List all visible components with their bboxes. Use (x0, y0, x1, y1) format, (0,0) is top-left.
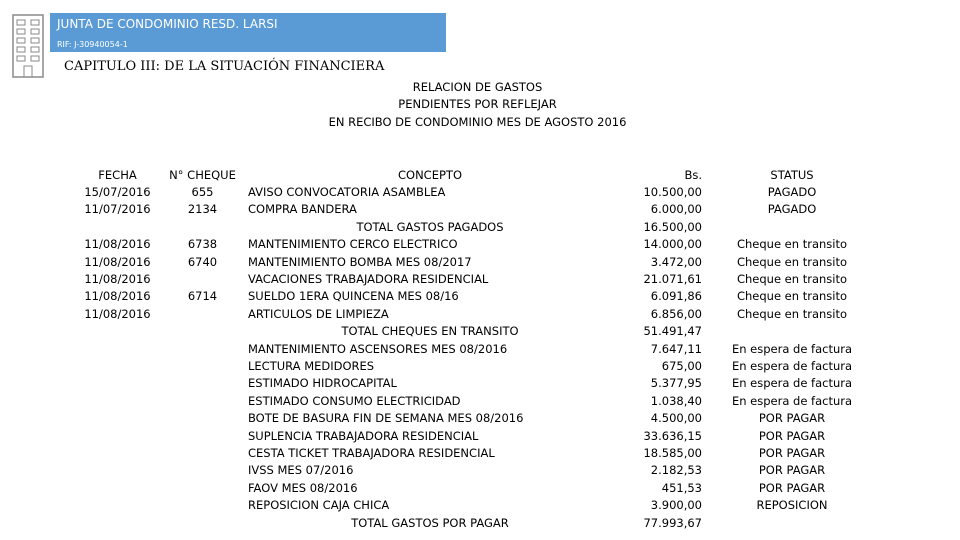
row-monto: 6.091,86 (650, 289, 702, 303)
row-fecha: 11/08/2016 (84, 237, 151, 251)
row-concepto: IVSS MES 07/2016 (248, 463, 354, 477)
row-status: Cheque en transito (736, 307, 848, 321)
row-status: En espera de factura (731, 376, 853, 390)
row-cheque: 6714 (187, 289, 218, 303)
row-status: REPOSICION (756, 498, 828, 512)
row-concepto: ESTIMADO CONSUMO ELECTRICIDAD (248, 394, 461, 408)
row-cheque: 6740 (187, 255, 218, 269)
row-concepto: AVISO CONVOCATORIA ASAMBLEA (248, 185, 446, 199)
row-cheque: 2134 (187, 202, 218, 216)
row-fecha: 11/08/2016 (84, 307, 151, 321)
row-status: POR PAGAR (758, 463, 826, 477)
col-header-concepto: CONCEPTO (398, 168, 462, 182)
subtitle-line-3: EN RECIBO DE CONDOMINIO MES DE AGOSTO 2016 (328, 115, 627, 129)
row-cheque: 655 (191, 185, 214, 199)
row-status: En espera de factura (731, 359, 853, 373)
chapter-title: CAPITULO III: DE LA SITUACIÓN FINANCIERA (64, 59, 385, 74)
row-concepto: SUELDO 1ERA QUINCENA MES 08/16 (248, 289, 459, 303)
row-fecha: 11/08/2016 (84, 255, 151, 269)
row-monto: 3.472,00 (650, 255, 702, 269)
total-label: TOTAL GASTOS PAGADOS (356, 220, 504, 234)
row-fecha: 15/07/2016 (84, 185, 151, 199)
col-header-cheque: N° CHEQUE (169, 168, 236, 182)
row-concepto: MANTENIMIENTO ASCENSORES MES 08/2016 (248, 342, 508, 356)
row-cheque: 6738 (187, 237, 218, 251)
row-concepto: BOTE DE BASURA FIN DE SEMANA MES 08/2016 (248, 411, 524, 425)
row-monto: 6.000,00 (650, 202, 702, 216)
row-status: PAGADO (767, 202, 817, 216)
row-concepto: ARTICULOS DE LIMPIEZA (248, 307, 389, 321)
row-fecha: 11/08/2016 (84, 272, 151, 286)
row-monto: 675,00 (661, 359, 702, 373)
col-header-monto: Bs. (684, 168, 702, 182)
row-fecha: 11/07/2016 (84, 202, 151, 216)
row-concepto: VACACIONES TRABAJADORA RESIDENCIAL (248, 272, 489, 286)
row-concepto: LECTURA MEDIDORES (248, 359, 375, 373)
row-fecha: 11/08/2016 (84, 289, 151, 303)
col-header-fecha: FECHA (98, 168, 137, 182)
row-status: POR PAGAR (758, 446, 826, 460)
subtitle-line-2: PENDIENTES POR REFLEJAR (398, 97, 557, 111)
row-monto: 7.647,11 (650, 342, 702, 356)
row-monto: 1.038,40 (650, 394, 702, 408)
row-monto: 14.000,00 (643, 237, 702, 251)
row-monto: 21.071,61 (643, 272, 702, 286)
col-header-status: STATUS (770, 168, 814, 182)
total-amount: 16.500,00 (643, 220, 702, 234)
row-concepto: REPOSICION CAJA CHICA (248, 498, 390, 512)
row-monto: 451,53 (661, 481, 702, 495)
row-status: Cheque en transito (736, 272, 848, 286)
row-status: POR PAGAR (758, 411, 826, 425)
total-amount: 51.491,47 (643, 324, 702, 338)
row-monto: 10.500,00 (643, 185, 702, 199)
row-status: Cheque en transito (736, 255, 848, 269)
row-monto: 18.585,00 (643, 446, 702, 460)
org-name: JUNTA DE CONDOMINIO RESD. LARSI (57, 17, 278, 31)
rif-number: RIF: J-30940054-1 (57, 40, 128, 49)
row-monto: 6.856,00 (650, 307, 702, 321)
row-monto: 2.182,53 (650, 463, 702, 477)
building-icon (12, 14, 44, 78)
row-monto: 3.900,00 (650, 498, 702, 512)
row-status: En espera de factura (731, 342, 853, 356)
row-status: POR PAGAR (758, 429, 826, 443)
row-status: POR PAGAR (758, 481, 826, 495)
row-monto: 5.377,95 (650, 376, 702, 390)
row-status: Cheque en transito (736, 289, 848, 303)
row-concepto: FAOV MES 08/2016 (248, 481, 358, 495)
subtitle-line-1: RELACION DE GASTOS (412, 80, 543, 94)
total-amount: 77.993,67 (643, 516, 702, 530)
total-label: TOTAL GASTOS POR PAGAR (351, 516, 509, 530)
row-concepto: COMPRA BANDERA (248, 202, 357, 216)
row-status: En espera de factura (731, 394, 853, 408)
row-concepto: ESTIMADO HIDROCAPITAL (248, 376, 397, 390)
header-banner (50, 13, 446, 52)
row-monto: 33.636,15 (643, 429, 702, 443)
row-concepto: CESTA TICKET TRABAJADORA RESIDENCIAL (248, 446, 495, 460)
row-concepto: SUPLENCIA TRABAJADORA RESIDENCIAL (248, 429, 479, 443)
row-concepto: MANTENIMIENTO CERCO ELECTRICO (248, 237, 458, 251)
row-status: Cheque en transito (736, 237, 848, 251)
row-monto: 4.500,00 (650, 411, 702, 425)
row-status: PAGADO (767, 185, 817, 199)
row-concepto: MANTENIMIENTO BOMBA MES 08/2017 (248, 255, 472, 269)
total-label: TOTAL CHEQUES EN TRANSITO (341, 324, 519, 338)
